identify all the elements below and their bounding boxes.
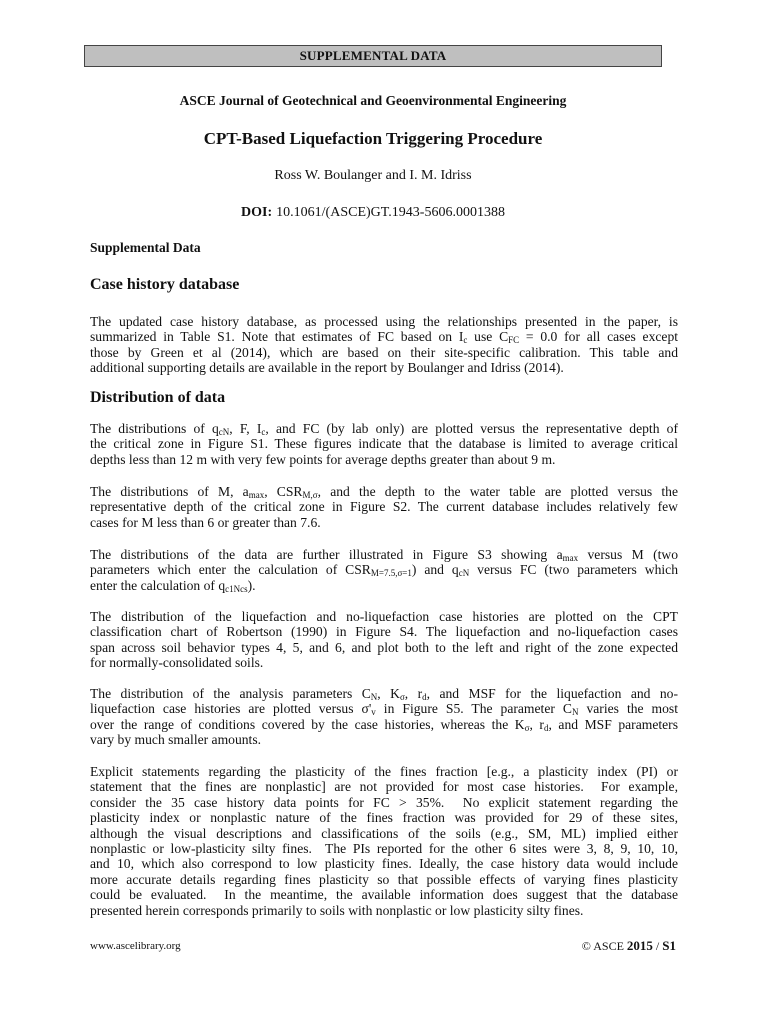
supplemental-data-banner: SUPPLEMENTAL DATA bbox=[84, 45, 662, 67]
footer-page bbox=[560, 938, 676, 954]
footer-separator: / bbox=[652, 939, 663, 953]
paragraph-distribution-2: The distributions of M, $a_{max}$, $CSR_{M,\sigma}$, and the depth to the water table are plotted versus the representative depth of the critical zone in Figure S2. The current database includes relatively few cases for M less than 6 or greater than 7.6. bbox=[90, 484, 678, 530]
paragraph-distribution-3: The distributions of the data are further illustrated in Figure S3 showing $a_{max}$ versus M (two parameters which enter the calculation of $CSR_{M=7.5,\sigma=1}$) and $q_{cN}$ versus FC (two parameters which enter the calculation of $q_{c1Ncs}$). bbox=[90, 547, 679, 594]
paragraph-distribution-1: The distributions of $q_{cN}$, F, $I_c$, and FC (by lab only) are plotted versus the representative depth of the critical zone in Figure S1. These figures indicate that the database is limited to average critical depths less than 12 m with very few points for average depths greater than about 9 m. bbox=[90, 421, 678, 467]
paragraph-distribution-4: The distribution of the liquefaction and no-liquefaction case histories are plotted on the CPT classification chart of Robertson (1990) in Figure S4. The liquefaction and no-liquefaction cases span across soil behavior types 4, 5, and 6, and plot both to the left and right of the zone expected for normally-consolidated soils. bbox=[90, 609, 678, 671]
doi-value[interactable]: 10.1061/(ASCE)GT.1943-5606.0001388 bbox=[276, 205, 505, 220]
paragraph-distribution-5: The distribution of the analysis parameters $C_N$, $K_\sigma$, $r_d$, and MSF for the liquefaction and no- liquefaction case histories are plotted versus $\sigma'_v$ in Figure S5. The parameter $C_N$ varies the most over the range of conditions covered by the case histories, whereas the $K_\sigma$, $r_d$, and MSF parameters vary by much smaller amounts. bbox=[90, 686, 678, 748]
paper-title: CPT-Based Liquefaction Triggering Procedure bbox=[203, 129, 543, 148]
paragraph-distribution-6: Explicit statements regarding the plasticity of the fines fraction [e.g., a plasticity index (PI) or statement that the fines are nonplastic] are not provided for most case histories. For example, consider the 35 case history data points for FC > 35%. No explicit statement regarding the plasticity index or nonplastic nature of the fines fraction was provided for 29 of these sites, although the visual descriptions and classifications of the soils (e.g., SM, ML) implied either nonplastic or low-plasticity silty fines. The PIs reported for the other 6 sites were 3, 8, 9, 10, 10, and 10, which also correspond to low plasticity fines. Ideally, the case history data would include more accurate details regarding fines plasticity so that possible effects of varying fines plasticity could be evaluated. In the meantime, the available information does suggest that the database presented herein corresponds primarily to soils with nonplastic or low plasticity silty fines. bbox=[90, 764, 678, 918]
section-label: Supplemental Data bbox=[90, 240, 201, 255]
doi-label: DOI: bbox=[241, 205, 273, 220]
authors: Ross W. Boulanger and I. M. Idriss bbox=[274, 168, 472, 183]
footer-url[interactable]: www.ascelibrary.org bbox=[90, 940, 181, 952]
journal-name: ASCE Journal of Geotechnical and Geoenvironmental Engineering bbox=[179, 93, 567, 108]
doi bbox=[84, 205, 662, 221]
footer-year: 2015 bbox=[626, 938, 653, 953]
heading-case-history: Case history database bbox=[90, 276, 240, 293]
footer-page-number: S1 bbox=[662, 938, 676, 953]
footer-copyright: © ASCE bbox=[581, 939, 624, 953]
paragraph-case-history: The updated case history database, as processed using the relationships presented in the paper, is summarized in Table S1. Note that estimates of FC based on $I_c$ use $C_{FC} = 0.0$ for all cases except those by Green et al (2014), which are based on their site-specific calibration. This table and additional supporting details are available in the report by Boulanger and Idriss (2014). bbox=[90, 314, 679, 376]
heading-distribution: Distribution of data bbox=[90, 389, 226, 406]
